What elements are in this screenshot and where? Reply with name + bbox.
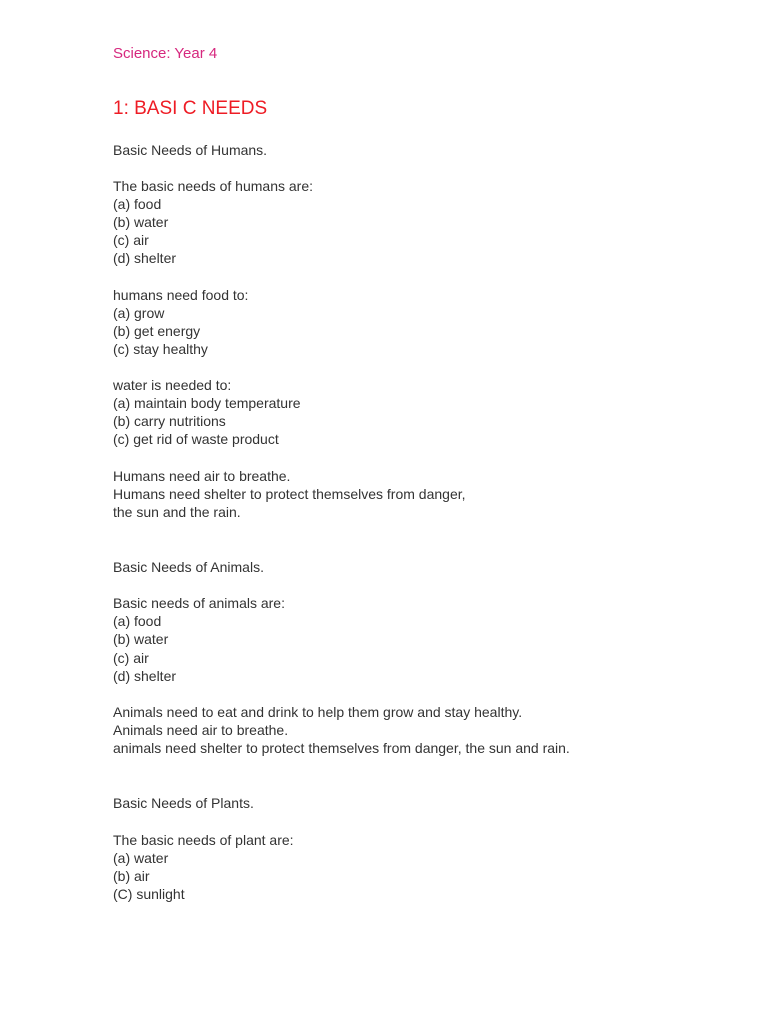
humans-shelter-note-cont: the sun and the rain. <box>113 504 241 520</box>
list-item: (a) grow <box>113 305 165 321</box>
list-item: (b) air <box>113 868 150 884</box>
list-item: (c) get rid of waste product <box>113 431 279 447</box>
list-item: (c) air <box>113 232 149 248</box>
list-item: (d) shelter <box>113 668 177 684</box>
humans-intro: The basic needs of humans are: <box>113 178 314 194</box>
list-item: (a) maintain body temperature <box>113 395 301 411</box>
plants-heading: Basic Needs of Plants. <box>113 795 254 811</box>
list-item: (a) food <box>113 613 162 629</box>
humans-shelter-note: Humans need shelter to protect themselves from danger, <box>113 486 466 502</box>
list-item: (b) carry nutritions <box>113 413 226 429</box>
humans-air-note: Humans need air to breathe. <box>113 468 291 484</box>
animals-intro: Basic needs of animals are: <box>113 595 285 611</box>
humans-heading: Basic Needs of Humans. <box>113 142 268 158</box>
list-item: (b) get energy <box>113 323 201 339</box>
list-item: (C) sunlight <box>113 886 185 902</box>
humans-food-intro: humans need food to: <box>113 287 249 303</box>
animals-note-eat: Animals need to eat and drink to help them grow and stay healthy. <box>113 704 523 720</box>
list-item: (b) water <box>113 631 169 647</box>
plants-intro: The basic needs of plant are: <box>113 832 294 848</box>
animals-heading: Basic Needs of Animals. <box>113 559 264 575</box>
list-item: (b) water <box>113 214 169 230</box>
chapter-title: 1: BASI C NEEDS <box>113 98 268 119</box>
animals-note-shelter: animals need shelter to protect themselves from danger, the sun and rain. <box>113 740 570 756</box>
humans-water-intro: water is needed to: <box>113 377 232 393</box>
list-item: (a) food <box>113 196 162 212</box>
animals-note-air: Animals need air to breathe. <box>113 722 289 738</box>
list-item: (d) shelter <box>113 250 177 266</box>
list-item: (c) stay healthy <box>113 341 208 357</box>
list-item: (a) water <box>113 850 169 866</box>
list-item: (c) air <box>113 650 149 666</box>
subject-title: Science: Year 4 <box>113 45 218 62</box>
